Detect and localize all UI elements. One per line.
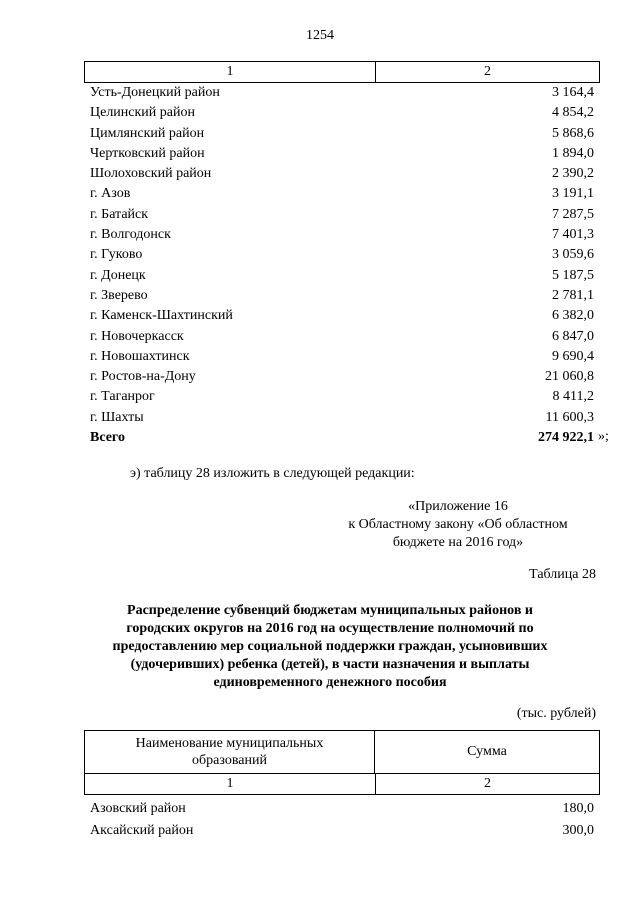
row-value: 21 060,8 bbox=[545, 369, 594, 385]
row-name: г. Шахты bbox=[90, 409, 144, 425]
row-value: 300,0 bbox=[562, 823, 594, 838]
column-header-sum: Сумма bbox=[467, 744, 507, 759]
appendix-line-3: бюджете на 2016 год» bbox=[392, 535, 524, 550]
table-number: Таблица 28 bbox=[529, 567, 596, 582]
table-row bbox=[84, 798, 600, 820]
row-value: 8 411,2 bbox=[552, 389, 594, 405]
row-name: Усть-Донецкий район bbox=[90, 85, 220, 100]
row-name: г. Зверево bbox=[90, 287, 148, 303]
column-number-1: 1 bbox=[85, 62, 376, 82]
table-continuation bbox=[84, 61, 600, 448]
row-value: 9 690,4 bbox=[552, 348, 594, 364]
row-name: г. Азов bbox=[90, 186, 131, 202]
instruction-text: э) таблицу 28 изложить в следующей редакции: bbox=[130, 466, 415, 481]
table-row bbox=[84, 225, 600, 245]
row-name: Цимлянский район bbox=[90, 125, 205, 141]
table-row bbox=[84, 124, 600, 144]
row-value: 2 390,2 bbox=[552, 166, 594, 182]
appendix-reference bbox=[320, 498, 596, 552]
table-row bbox=[84, 327, 600, 347]
row-value: 5 868,6 bbox=[552, 125, 594, 141]
appendix-line-1: «Приложение 16 bbox=[408, 499, 508, 514]
total-closing-quote: »; bbox=[598, 429, 609, 444]
column-number-1: 1 bbox=[85, 774, 376, 794]
row-value: 3 059,6 bbox=[552, 247, 594, 263]
table-row bbox=[84, 144, 600, 164]
row-value: 2 781,1 bbox=[552, 287, 594, 303]
table-number-row bbox=[84, 774, 600, 795]
column-number-2: 2 bbox=[484, 64, 491, 79]
appendix-line-2: к Областному закону «Об областном bbox=[348, 517, 568, 532]
table-row bbox=[84, 820, 600, 842]
row-value: 1 894,0 bbox=[552, 145, 594, 161]
table-row bbox=[84, 367, 600, 387]
row-name: г. Таганрог bbox=[90, 389, 155, 405]
table-row bbox=[84, 245, 600, 265]
row-name: г. Волгодонск bbox=[90, 227, 171, 243]
total-label: Всего bbox=[90, 430, 125, 446]
page-number: 1254 bbox=[306, 28, 334, 43]
row-value: 6 847,0 bbox=[552, 328, 594, 344]
column-header-name: Наименование муниципальных образований bbox=[85, 731, 375, 773]
row-name: г. Гуково bbox=[90, 247, 143, 263]
table-row bbox=[84, 266, 600, 286]
row-value: 11 600,3 bbox=[545, 409, 594, 425]
row-value: 180,0 bbox=[562, 801, 594, 816]
table-body bbox=[84, 795, 600, 842]
row-value: 4 854,2 bbox=[552, 105, 594, 121]
row-value: 6 382,0 bbox=[552, 308, 594, 324]
table-row bbox=[84, 387, 600, 407]
row-name: Азовский район bbox=[90, 801, 186, 816]
total-row bbox=[84, 428, 600, 448]
table-row bbox=[84, 83, 600, 103]
row-value: 7 287,5 bbox=[552, 206, 594, 222]
row-value: 3 164,4 bbox=[552, 85, 594, 100]
row-name: г. Новочеркасск bbox=[90, 328, 184, 344]
table-row bbox=[84, 205, 600, 225]
row-value: 5 187,5 bbox=[552, 267, 594, 283]
table-header-row bbox=[84, 730, 600, 774]
row-name: г. Ростов-на-Дону bbox=[90, 369, 196, 385]
table-body bbox=[84, 83, 600, 428]
table-header-row bbox=[84, 61, 600, 83]
table-row bbox=[84, 347, 600, 367]
row-name: Аксайский район bbox=[90, 823, 194, 838]
table-title: Распределение субвенций бюджетам муниципальных районов и городских округов на 2016 год на осуществление полномочий по предоставлению мер социальной поддержки граждан, усыновивших (удочеривших) ребенка (детей), в части назначения и выплаты единовременного денежного пособия bbox=[112, 603, 548, 690]
table-row bbox=[84, 184, 600, 204]
column-number-2: 2 bbox=[484, 776, 491, 791]
table-row bbox=[84, 408, 600, 428]
table-28 bbox=[84, 730, 600, 842]
row-name: г. Каменск-Шахтинский bbox=[90, 308, 233, 324]
table-row bbox=[84, 286, 600, 306]
units-note: (тыс. рублей) bbox=[516, 706, 596, 721]
row-name: г. Батайск bbox=[90, 206, 149, 222]
table-row bbox=[84, 164, 600, 184]
table-row bbox=[84, 306, 600, 326]
row-name: Чертковский район bbox=[90, 145, 205, 161]
row-name: г. Новошахтинск bbox=[90, 348, 190, 364]
row-name: г. Донецк bbox=[90, 267, 146, 283]
row-value: 7 401,3 bbox=[552, 227, 594, 243]
total-value: 274 922,1 bbox=[538, 430, 594, 446]
row-name: Целинский район bbox=[90, 105, 195, 121]
row-value: 3 191,1 bbox=[552, 186, 594, 202]
row-name: Шолоховский район bbox=[90, 166, 212, 182]
table-row bbox=[84, 103, 600, 123]
